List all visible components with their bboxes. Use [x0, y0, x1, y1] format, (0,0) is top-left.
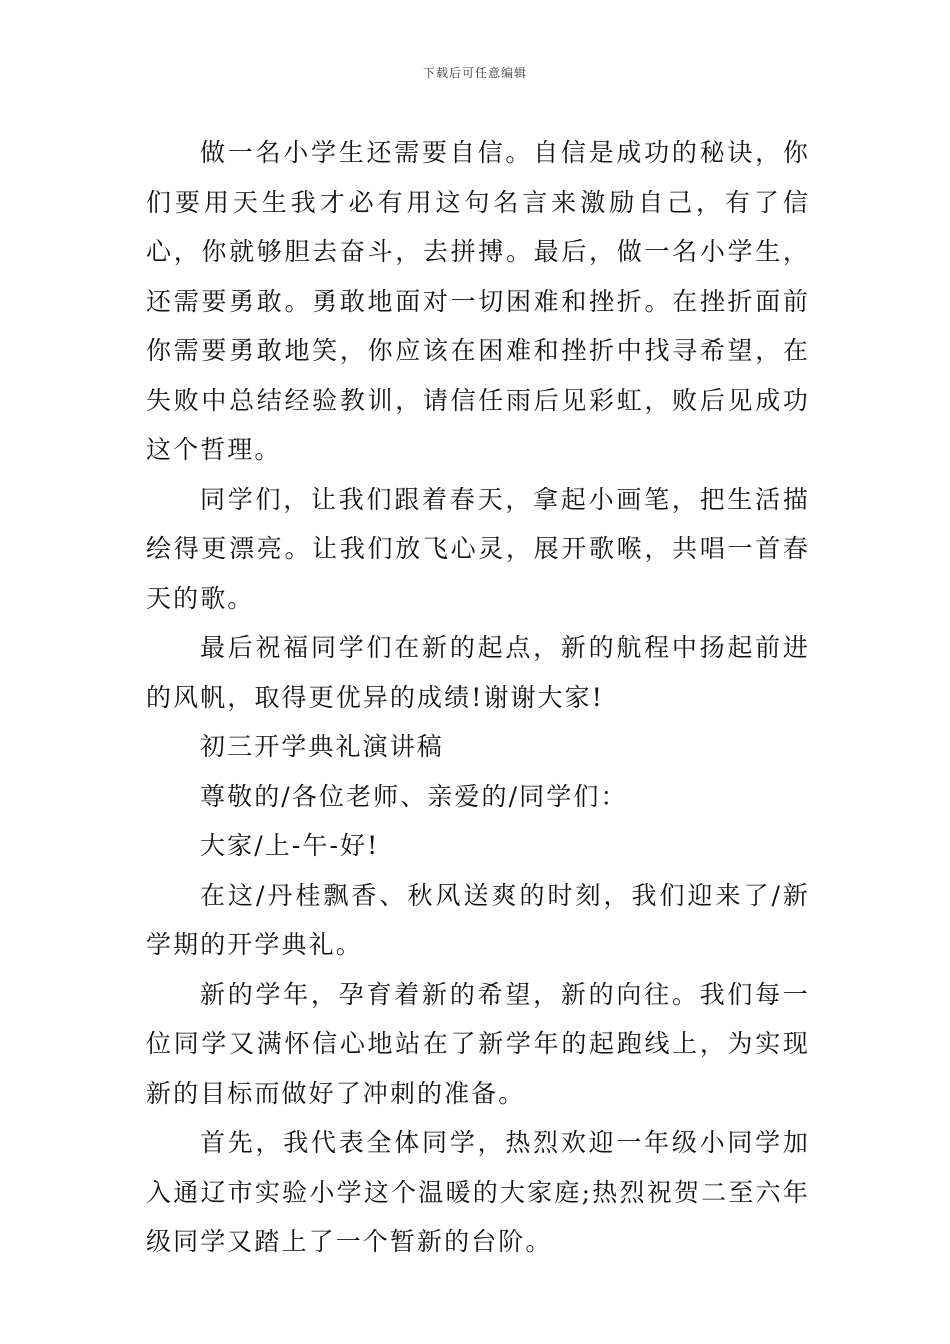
- paragraph-confidence-courage: 做一名小学生还需要自信。自信是成功的秘诀，你们要用天生我才必有用这句名言来激励自己，有了信心，你就够胆去奋斗，去拼搏。最后，做一名小学生，还需要勇敢。勇敢地面对一切困难和挫折。在挫折面前你需要勇敢地笑，你应该在困难和挫折中找寻希望，在失败中总结经验教训，请信任雨后见彩虹，败后见成功这个哲理。: [146, 138, 810, 464]
- paragraph-new-year: 新的学年，孕育着新的希望，新的向往。我们每一位同学又满怀信心地站在了新学年的起跑线上，为实现新的目标而做好了冲刺的准备。: [146, 979, 810, 1108]
- speech-title: 初三开学典礼演讲稿: [200, 732, 444, 761]
- paragraph-spring: 同学们，让我们跟着春天，拿起小画笔，把生活描绘得更漂亮。让我们放飞心灵，展开歌喉，共唱一首春天的歌。: [146, 484, 810, 613]
- speech-greeting: 大家/上-午-好!: [200, 831, 380, 860]
- document-body: [146, 128, 810, 1267]
- page-header-note: 下载后可任意编辑: [422, 66, 527, 80]
- paragraph-opening: 在这/丹桂飘香、秋风送爽的时刻，我们迎来了/新学期的开学典礼。: [146, 880, 810, 959]
- paragraph-blessing: 最后祝福同学们在新的起点，新的航程中扬起前进的风帆，取得更优异的成绩!谢谢大家!: [146, 633, 810, 712]
- paragraph-welcome: 首先，我代表全体同学，热烈欢迎一年级小同学加入通辽市实验小学这个温暖的大家庭;热烈祝贺二至六年级同学又踏上了一个暂新的台阶。: [146, 1128, 810, 1256]
- speech-salutation: 尊敬的/各位老师、亲爱的/同学们：: [200, 781, 628, 811]
